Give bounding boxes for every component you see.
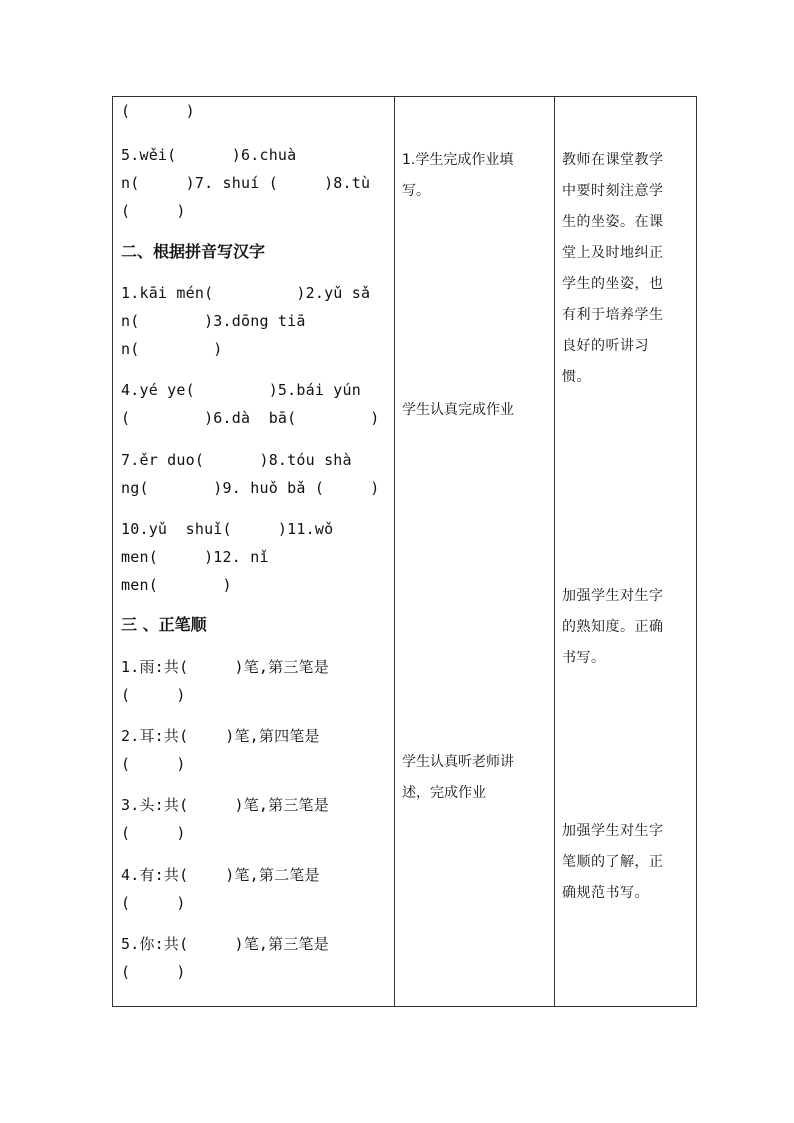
design-intent-line: 笔顺的了解，正 <box>562 854 664 870</box>
design-intent-line: 加强学生对生字 <box>562 588 664 604</box>
student-activity-line: 学生认真完成作业 <box>402 402 514 418</box>
exercise-line: 4.有:共( )笔,第二笔是 <box>121 866 320 884</box>
design-intent-line: 惯。 <box>562 369 591 385</box>
exercise-line: 4.yé ye( )5.bái yún <box>121 381 361 399</box>
design-intent-line: 加强学生对生字 <box>562 823 664 839</box>
exercise-line: ( )6.dà bā( ) <box>121 409 380 427</box>
exercise-line: n( )7. shuí ( )8.tù <box>121 174 371 192</box>
exercise-line: ( ) <box>121 755 186 773</box>
design-intent-line: 有利于培养学生 <box>562 307 664 323</box>
design-intent-line: 确规范书写。 <box>562 885 649 901</box>
design-intent-line: 良好的听讲习 <box>562 338 649 354</box>
student-activity-line: 写。 <box>402 183 430 199</box>
design-intent-line: 的熟知度。正确 <box>562 619 664 635</box>
student-activity-line: 1.学生完成作业填 <box>402 152 514 168</box>
exercise-line: ( ) <box>121 894 186 912</box>
design-intent-line: 堂上及时地纠正 <box>562 245 664 261</box>
exercise-line: men( ) <box>121 576 232 594</box>
exercise-line: 3.头:共( )笔,第三笔是 <box>121 796 329 814</box>
lesson-plan-table <box>112 96 697 1007</box>
exercise-line: ( ) <box>121 102 195 120</box>
exercise-line: ( ) <box>121 202 186 220</box>
design-intent-line: 中要时刻注意学 <box>562 183 664 199</box>
column-divider-1 <box>394 97 395 1006</box>
section-heading-pinyin-to-hanzi: 二、根据拼音写汉字 <box>121 242 266 261</box>
student-activity-line: 学生认真听老师讲 <box>402 754 514 770</box>
exercise-line: 10.yǔ shuǐ( )11.wǒ <box>121 520 334 538</box>
exercise-line: men( )12. nǐ <box>121 548 269 566</box>
student-activity-line: 述，完成作业 <box>402 785 486 801</box>
exercise-line: ng( )9. huǒ bǎ ( ) <box>121 479 380 497</box>
exercise-line: ( ) <box>121 686 186 704</box>
design-intent-line: 教师在课堂教学 <box>562 152 664 168</box>
exercise-line: 7.ěr duo( )8.tóu shà <box>121 451 352 469</box>
exercise-line: 5.wěi( )6.chuà <box>121 146 297 164</box>
exercise-line: 1.kāi mén( )2.yǔ sǎ <box>121 284 371 302</box>
exercise-line: 5.你:共( )笔,第三笔是 <box>121 935 329 953</box>
design-intent-line: 书写。 <box>562 650 606 666</box>
section-heading-stroke-order: 三 、正笔顺 <box>121 615 207 634</box>
exercise-line: 2.耳:共( )笔,第四笔是 <box>121 727 320 745</box>
exercise-line: n( ) <box>121 340 223 358</box>
design-intent-line: 学生的坐姿，也 <box>562 276 664 292</box>
column-divider-2 <box>554 97 555 1006</box>
exercise-line: ( ) <box>121 963 186 981</box>
exercise-line: ( ) <box>121 824 186 842</box>
design-intent-line: 生的坐姿。在课 <box>562 214 664 230</box>
exercise-line: 1.雨:共( )笔,第三笔是 <box>121 658 329 676</box>
exercise-line: n( )3.dōng tiā <box>121 312 306 330</box>
